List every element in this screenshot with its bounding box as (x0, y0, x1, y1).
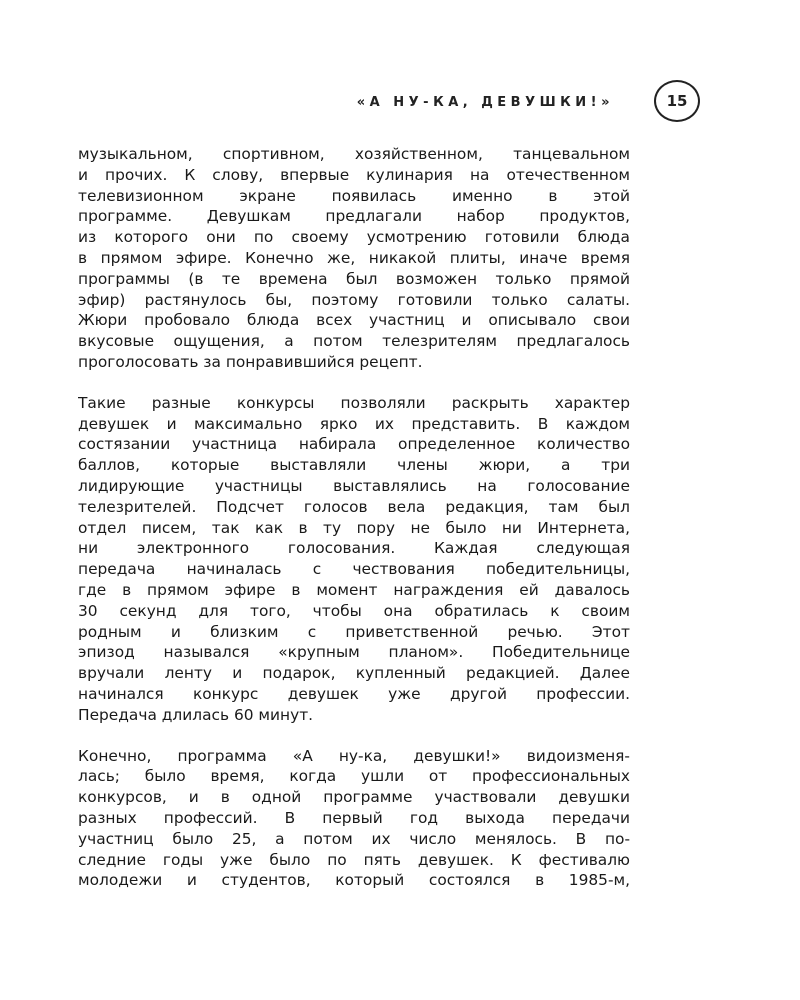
text-line: 30 секунд для того, чтобы она обратилась к своим (78, 601, 630, 620)
text-line: лась; было время, когда ушли от профессиональных (78, 767, 630, 786)
text-line: ни электронного голосования. Каждая следующая (78, 539, 630, 558)
text-line: вручали ленту и подарок, купленный редакцией. Далее (78, 664, 630, 683)
text-line: в прямом эфире. Конечно же, никакой плиты, иначе время (78, 248, 630, 267)
text-line: музыкальном, спортивном, хозяйственном, танцевальном (78, 145, 630, 163)
text-line: из которого они по своему усмотрению готовили блюда (78, 228, 630, 247)
text-line: отдел писем, так как в ту пору не было ни Интернета, (78, 518, 630, 537)
text-line: баллов, которые выставляли члены жюри, а три (78, 456, 630, 475)
text-line: телевизионном экране появилась именно в этой (78, 186, 630, 205)
text-line: Конечно, программа «А ну-ка, девушки!» видоизменя- (78, 746, 630, 765)
text-line: Такие разные конкурсы позволяли раскрыть характер (78, 393, 630, 412)
text-line: передача начиналась с чествования победительницы, (78, 560, 630, 579)
text-line: программе. Девушкам предлагали набор продуктов, (78, 207, 630, 226)
text-line: начинался конкурс девушек уже другой профессии. (78, 684, 630, 703)
text-line: девушек и максимально ярко их представить. В каждом (78, 414, 630, 433)
text-line: молодежи и студентов, который состоялся в 1985-м, (78, 871, 630, 890)
paragraph-2 (78, 393, 630, 726)
text-line: состязании участница набирала определенное количество (78, 435, 630, 454)
running-head: «А НУ-КА, ДЕВУШКИ!» (356, 95, 614, 110)
text-line: где в прямом эфире в момент награждения ей давалось (78, 580, 630, 599)
text-line: следние годы уже было по пять девушек. К фестивалю (78, 850, 630, 869)
page-number: 15 (654, 80, 700, 122)
text-line: вкусовые ощущения, а потом телезрителям предлагалось (78, 332, 630, 351)
text-line: эпизод назывался «крупным планом». Победительнице (78, 643, 630, 662)
text-line: родным и близким с приветственной речью. Этот (78, 622, 630, 641)
text-line: участниц было 25, а потом их число менялось. В по- (78, 829, 630, 848)
text-line: программы (в те времена был возможен только прямой (78, 269, 630, 288)
text-line: телезрителей. Подсчет голосов вела редакция, там был (78, 497, 630, 516)
text-line: Передача длилась 60 минут. (78, 705, 314, 724)
text-line: лидирующие участницы выставлялись на голосование (78, 476, 630, 495)
paragraph-3 (78, 746, 630, 892)
text-line: и прочих. К слову, впервые кулинария на отечественном (78, 165, 630, 184)
paragraph-1 (78, 144, 630, 373)
text-line: Жюри пробовало блюда всех участниц и описывало свои (78, 311, 630, 330)
text-body (78, 144, 630, 911)
text-line: конкурсов, и в одной программе участвовали девушки (78, 788, 630, 807)
text-line: эфир) растянулось бы, поэтому готовили только салаты. (78, 290, 630, 309)
text-line: проголосовать за понравившийся рецепт. (78, 352, 423, 371)
text-line: разных профессий. В первый год выхода передачи (78, 808, 630, 827)
